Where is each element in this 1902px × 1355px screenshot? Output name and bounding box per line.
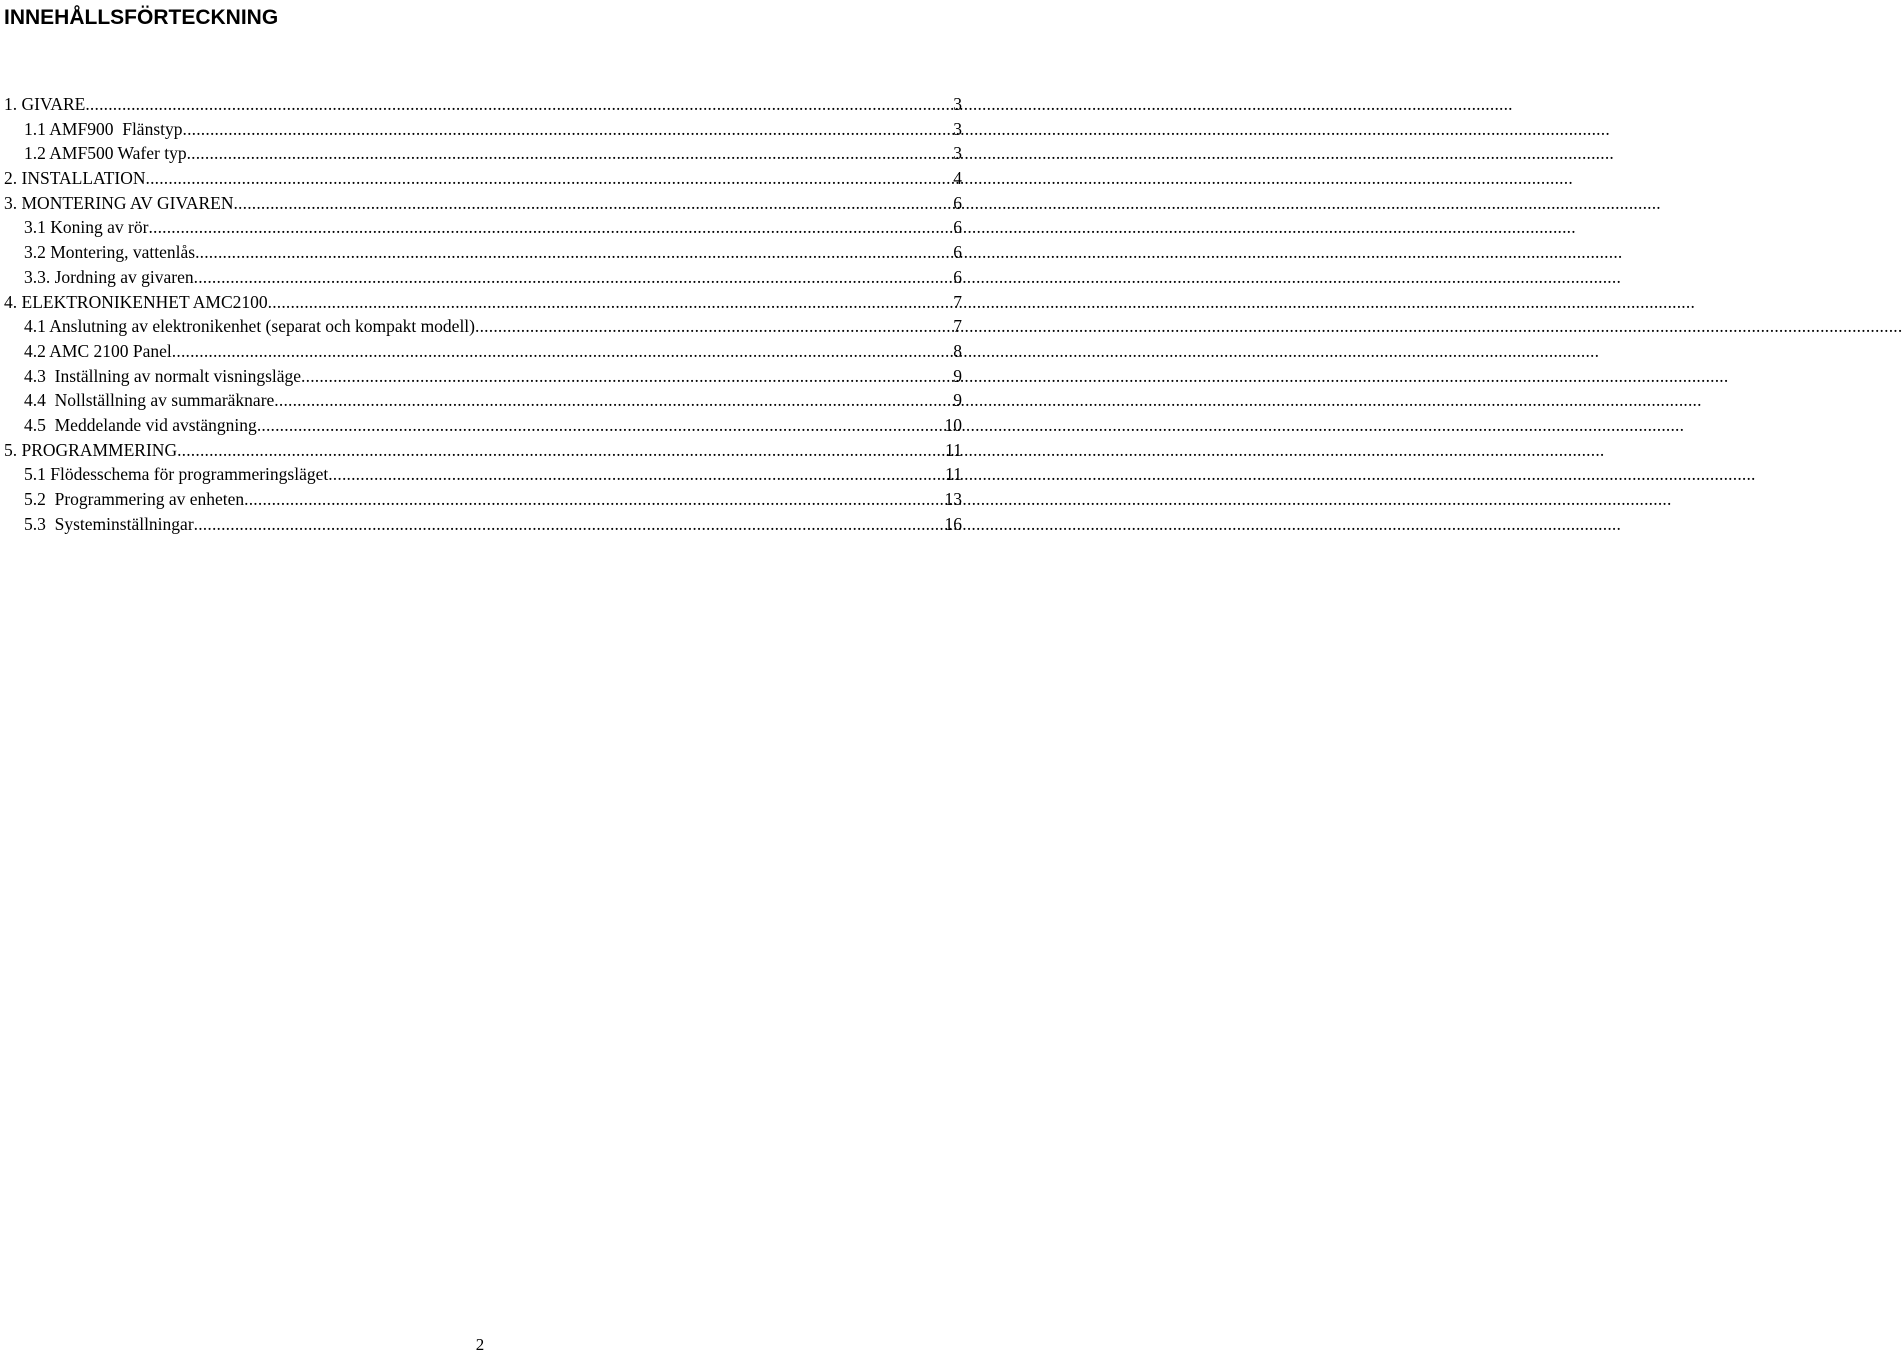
table-of-contents bbox=[4, 92, 962, 536]
toc-entry-label: 4.5 Meddelande vid avstängning bbox=[24, 414, 257, 435]
toc-entry-page: 11 bbox=[945, 464, 962, 485]
toc-entry-label: 3.1 Koning av rör bbox=[24, 217, 149, 238]
toc-leader-dots bbox=[194, 265, 953, 290]
toc-entry-page: 9 bbox=[953, 365, 962, 386]
toc-entry-label: 3. MONTERING AV GIVAREN bbox=[4, 192, 234, 213]
toc-leader-dots bbox=[257, 413, 944, 438]
toc-entry[interactable] bbox=[4, 215, 962, 240]
toc-entry[interactable] bbox=[4, 388, 962, 413]
toc-entry-label: 4.4 Nollställning av summaräknare bbox=[24, 390, 275, 411]
toc-entry-label: 1. GIVARE bbox=[4, 94, 86, 114]
toc-leader-dots bbox=[194, 512, 944, 537]
toc-entry-page: 10 bbox=[944, 414, 962, 435]
toc-entry-page: 8 bbox=[953, 340, 962, 361]
toc-entry-page: 9 bbox=[953, 390, 962, 411]
toc-entry[interactable] bbox=[4, 290, 962, 315]
toc-entry-page: 3 bbox=[953, 118, 962, 139]
toc-entry-label: 5. PROGRAMMERING bbox=[4, 439, 178, 460]
toc-entry-label: 4. ELEKTRONIKENHET AMC2100 bbox=[4, 291, 268, 312]
toc-entry[interactable] bbox=[4, 240, 962, 265]
toc-entry[interactable] bbox=[4, 364, 962, 389]
toc-entry-label: 5.2 Programmering av enheten bbox=[24, 489, 245, 509]
toc-entry-label: 2. INSTALLATION bbox=[4, 168, 146, 189]
toc-entry-page: 11 bbox=[945, 439, 962, 460]
toc-entry[interactable] bbox=[4, 191, 962, 216]
toc-entry[interactable] bbox=[4, 462, 962, 487]
toc-leader-dots bbox=[268, 290, 953, 315]
toc-entry[interactable] bbox=[4, 487, 962, 512]
document-title: INNEHÅLLSFÖRTECKNING bbox=[4, 6, 279, 29]
toc-entry-label: 1.2 AMF500 Wafer typ bbox=[24, 143, 187, 164]
toc-entry[interactable] bbox=[4, 339, 962, 364]
toc-entry-label: 3.3. Jordning av givaren bbox=[24, 266, 194, 287]
toc-entry-page: 6 bbox=[953, 266, 962, 287]
toc-entry-page: 6 bbox=[953, 217, 962, 238]
toc-entry-label: 1.1 AMF900 Flänstyp bbox=[24, 118, 183, 139]
toc-entry-label: 5.3 Systeminställningar bbox=[24, 513, 194, 534]
toc-entry-page: 7 bbox=[953, 316, 962, 337]
toc-entry-label: 4.2 AMC 2100 Panel bbox=[24, 340, 172, 361]
toc-leader-dots bbox=[195, 240, 952, 265]
toc-leader-dots bbox=[328, 462, 944, 487]
toc-entry[interactable] bbox=[4, 512, 962, 537]
toc-entry-page: 7 bbox=[953, 291, 962, 312]
toc-leader-dots bbox=[187, 141, 953, 166]
toc-leader-dots bbox=[146, 166, 953, 191]
toc-entry[interactable] bbox=[4, 413, 962, 438]
toc-entry-page: 3 bbox=[953, 143, 962, 164]
toc-entry-label: 3.2 Montering, vattenlås bbox=[24, 242, 196, 263]
toc-entry[interactable] bbox=[4, 265, 962, 290]
toc-leader-dots bbox=[233, 191, 952, 216]
toc-entry[interactable] bbox=[4, 166, 962, 191]
toc-leader-dots bbox=[85, 92, 952, 117]
toc-leader-dots bbox=[475, 314, 952, 339]
toc-entry[interactable] bbox=[4, 117, 962, 142]
toc-entry-page: 6 bbox=[953, 242, 962, 263]
toc-leader-dots bbox=[172, 339, 952, 364]
toc-leader-dots bbox=[244, 487, 943, 512]
toc-entry-label: 5.1 Flödesschema för programmeringsläget bbox=[24, 464, 329, 485]
toc-entry[interactable] bbox=[4, 92, 962, 117]
toc-entry-page: 13 bbox=[944, 489, 962, 509]
toc-leader-dots bbox=[177, 438, 944, 463]
toc-entry[interactable] bbox=[4, 141, 962, 166]
toc-entry-page: 6 bbox=[953, 192, 962, 213]
toc-entry-label: 4.1 Anslutning av elektronikenhet (separat och kompakt modell) bbox=[24, 316, 476, 337]
toc-leader-dots bbox=[274, 388, 952, 413]
toc-entry-label: 4.3 Inställning av normalt visningsläge bbox=[24, 365, 302, 386]
toc-entry-page: 4 bbox=[953, 168, 962, 189]
toc-entry[interactable] bbox=[4, 314, 962, 339]
page-number: 2 bbox=[475, 1335, 485, 1354]
toc-leader-dots bbox=[301, 364, 952, 389]
toc-leader-dots bbox=[183, 117, 953, 142]
toc-entry-page: 16 bbox=[944, 513, 962, 534]
toc-leader-dots bbox=[148, 215, 952, 240]
toc-entry[interactable] bbox=[4, 438, 962, 463]
toc-entry-page: 3 bbox=[953, 94, 962, 114]
